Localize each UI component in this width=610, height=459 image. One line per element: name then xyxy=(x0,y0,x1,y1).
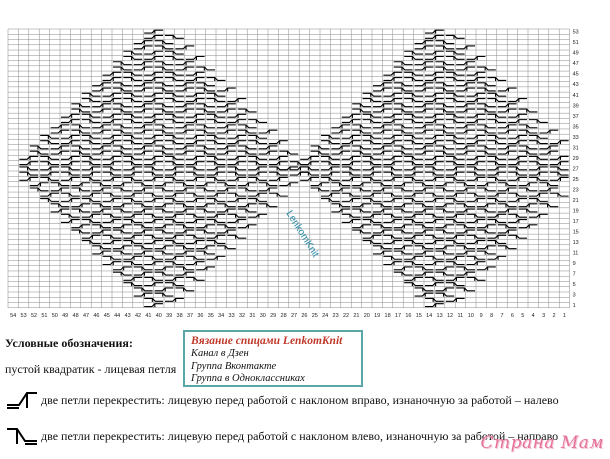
column-number-label: 33 xyxy=(228,312,235,319)
column-number-label: 47 xyxy=(82,312,90,319)
row-number-label: 7 xyxy=(572,271,576,278)
column-number-label: 48 xyxy=(72,312,79,319)
row-number-label: 47 xyxy=(572,61,579,68)
row-number-labels xyxy=(573,30,579,310)
row-number-label: 41 xyxy=(572,92,579,99)
column-number-label: 53 xyxy=(20,312,27,319)
column-number-label: 26 xyxy=(301,312,308,319)
column-number-label: 44 xyxy=(114,312,121,319)
column-number-label: 11 xyxy=(457,312,464,319)
column-number-label: 10 xyxy=(467,312,474,319)
info-box-line: Канал в Дзен xyxy=(191,348,249,359)
column-number-label: 38 xyxy=(176,312,183,319)
column-number-label: 3 xyxy=(542,312,546,319)
row-number-label: 15 xyxy=(572,229,579,236)
legend-empty-square: пустой квадратик - лицевая петля xyxy=(5,362,177,376)
column-number-label: 8 xyxy=(490,312,494,319)
column-number-label: 45 xyxy=(103,312,110,319)
info-box xyxy=(183,330,363,387)
column-number-label: 52 xyxy=(30,312,38,319)
column-number-label: 54 xyxy=(10,312,17,319)
column-number-label: 4 xyxy=(531,312,535,319)
row-number-label: 19 xyxy=(572,208,579,215)
column-number-label: 23 xyxy=(332,312,339,319)
column-number-label: 50 xyxy=(51,312,58,319)
row-number-label: 27 xyxy=(572,166,579,173)
column-number-label: 51 xyxy=(41,312,48,319)
left-cross-symbol-icon xyxy=(5,426,39,446)
column-number-label: 6 xyxy=(510,312,514,319)
row-number-label: 49 xyxy=(572,50,579,57)
row-number-label: 25 xyxy=(572,176,579,183)
column-number-label: 27 xyxy=(290,312,298,319)
legend-title: Условные обозначения: xyxy=(5,336,133,350)
column-number-label: 9 xyxy=(479,312,483,319)
column-number-label: 30 xyxy=(259,312,266,319)
column-number-label: 35 xyxy=(207,312,214,319)
row-number-label: 51 xyxy=(572,40,579,47)
column-number-label: 24 xyxy=(322,312,329,319)
row-number-label: 37 xyxy=(572,113,579,120)
legend-left-cross-text: две петли перекрестить: лицевую перед работой с наклоном влево, изнаночную за работой – направо xyxy=(41,428,559,443)
column-number-label: 39 xyxy=(166,312,173,319)
column-number-label: 19 xyxy=(374,312,381,319)
row-number-label: 39 xyxy=(572,103,579,110)
column-number-label: 7 xyxy=(500,312,504,319)
row-number-label: 23 xyxy=(572,187,579,194)
legend-right-cross-text: две петли перекрестить: лицевую перед работой с наклоном вправо, изнаночную за работой – налево xyxy=(41,392,559,407)
row-number-label: 21 xyxy=(572,197,579,204)
column-number-labels xyxy=(10,313,566,319)
row-number-label: 17 xyxy=(572,218,579,225)
column-number-label: 5 xyxy=(521,312,525,319)
info-box-line: Группа в Одноклассниках xyxy=(191,373,305,384)
row-number-label: 1 xyxy=(572,303,576,310)
column-number-label: 14 xyxy=(426,312,433,319)
column-number-label: 16 xyxy=(405,312,412,319)
info-box-line: Группа Вконтакте xyxy=(191,360,277,372)
row-number-label: 35 xyxy=(572,124,579,131)
row-number-label: 13 xyxy=(572,240,579,247)
column-number-label: 15 xyxy=(415,312,422,319)
column-number-label: 18 xyxy=(384,312,391,319)
column-number-label: 32 xyxy=(238,312,246,319)
column-number-label: 13 xyxy=(436,312,443,319)
row-number-label: 53 xyxy=(572,29,579,36)
row-number-label: 43 xyxy=(572,82,579,89)
column-number-label: 28 xyxy=(280,312,287,319)
row-number-label: 29 xyxy=(572,155,579,162)
column-number-label: 37 xyxy=(186,312,194,319)
legend-right-cross xyxy=(5,389,559,411)
column-number-label: 36 xyxy=(197,312,204,319)
column-number-label: 22 xyxy=(342,312,350,319)
column-number-label: 41 xyxy=(145,312,152,319)
right-cross-symbol-icon xyxy=(5,390,39,410)
column-number-label: 2 xyxy=(552,312,556,319)
column-number-label: 31 xyxy=(249,312,256,319)
column-number-label: 46 xyxy=(93,312,100,319)
column-number-label: 12 xyxy=(446,312,454,319)
column-number-label: 40 xyxy=(155,312,162,319)
column-number-label: 1 xyxy=(562,312,566,319)
chart-watermark: LenkomKnit xyxy=(283,208,321,260)
row-number-label: 45 xyxy=(572,71,579,78)
site-watermark: Страна Мам xyxy=(480,433,604,453)
info-box-title: Вязание спицами LenkomKnit xyxy=(191,335,343,347)
row-number-label: 33 xyxy=(572,134,579,141)
column-number-label: 25 xyxy=(311,312,318,319)
row-number-label: 9 xyxy=(572,261,576,268)
row-number-label: 11 xyxy=(572,250,579,257)
row-number-label: 31 xyxy=(572,145,579,152)
column-number-label: 49 xyxy=(62,312,69,319)
row-number-label: 5 xyxy=(572,282,576,289)
column-number-label: 43 xyxy=(124,312,131,319)
column-number-label: 34 xyxy=(218,312,225,319)
row-number-label: 3 xyxy=(572,292,576,299)
column-number-label: 21 xyxy=(353,312,360,319)
legend-left-cross xyxy=(5,425,558,447)
column-number-label: 17 xyxy=(394,312,402,319)
column-number-label: 29 xyxy=(270,312,277,319)
column-number-label: 42 xyxy=(134,312,142,319)
column-number-label: 20 xyxy=(363,312,370,319)
